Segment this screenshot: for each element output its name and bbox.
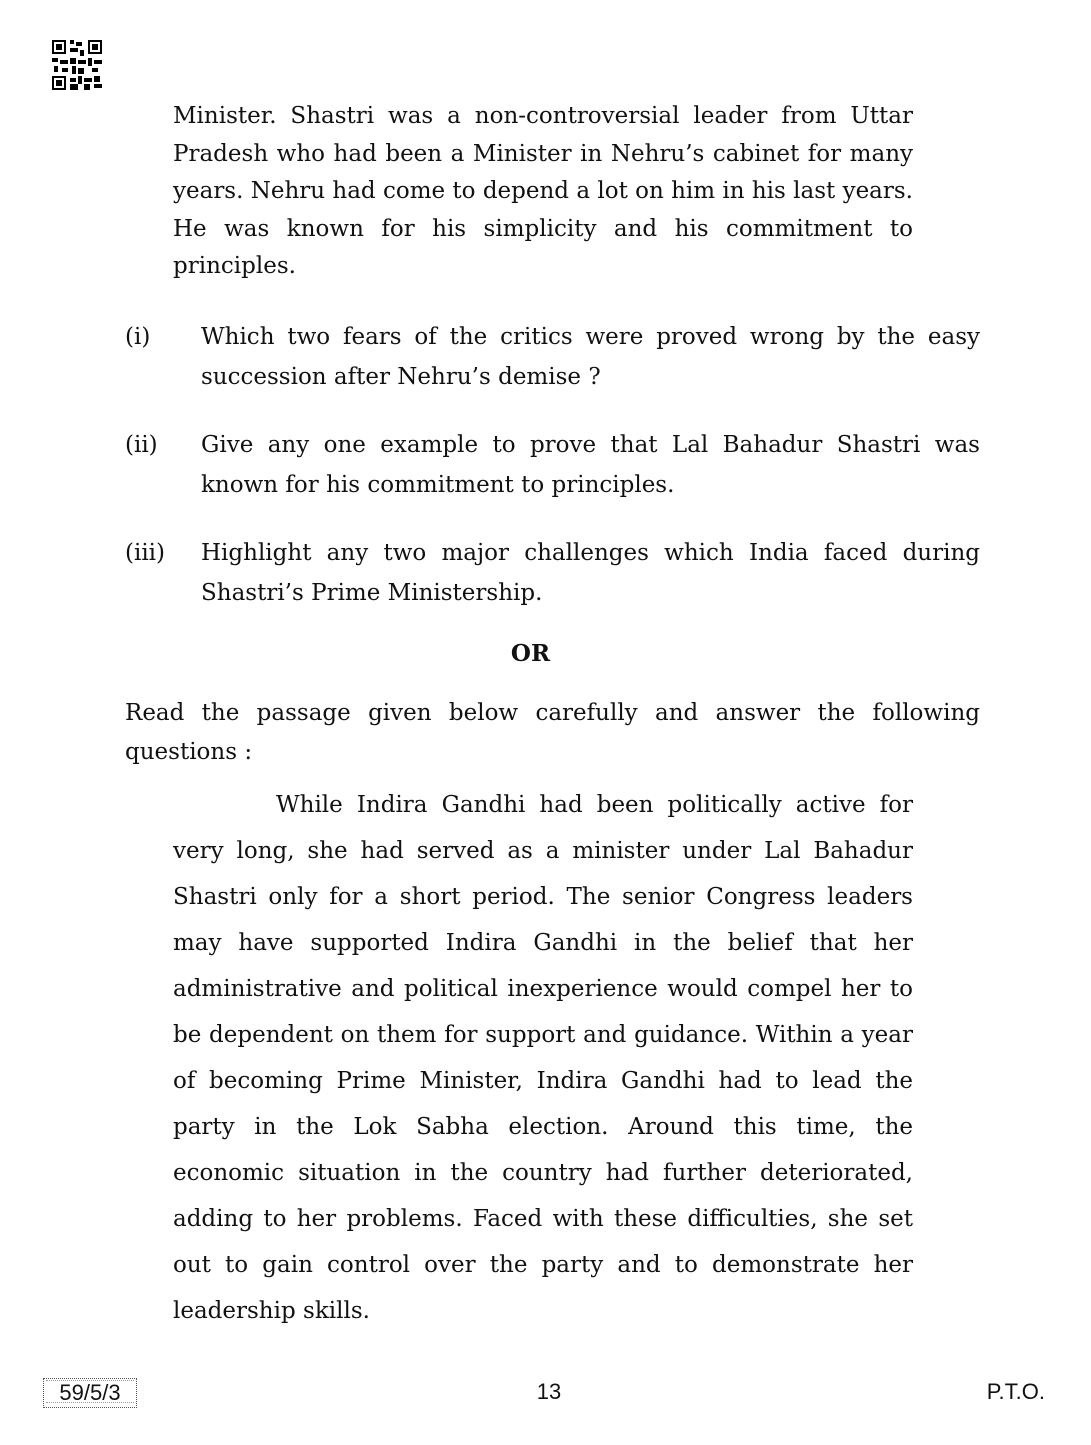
question-item — [125, 317, 980, 397]
passage-continuation — [173, 98, 913, 286]
question-text: Which two fears of the critics were proved wrong by the easy succession after Nehru’s demise ? — [201, 324, 980, 390]
question-item — [125, 425, 980, 505]
page-number: 13 — [536, 1379, 562, 1404]
passage-continuation-text: Minister. Shastri was a non-controversial leader from Uttar Pradesh who had been a Minister in Nehru’s cabinet for many years. Nehru had come to depend a lot on him in his last years. He was known for his simplicity and his commitment to principles. — [173, 103, 913, 279]
question-item — [125, 533, 980, 613]
question-number: (iii) — [125, 540, 166, 566]
question-number: (i) — [125, 324, 151, 350]
or-separator: OR — [510, 640, 551, 667]
passage — [173, 782, 913, 1334]
question-text: Give any one example to prove that Lal Bahadur Shastri was known for his commitment to principles. — [201, 432, 980, 498]
qr-code-icon — [52, 40, 102, 90]
question-number: (ii) — [125, 432, 158, 458]
pto-label: P.T.O. — [986, 1379, 1045, 1404]
paper-code: 59/5/3 — [59, 1380, 121, 1405]
instruction-text: Read the passage given below carefully and answer the following questions : — [125, 700, 980, 765]
question-text: Highlight any two major challenges which India faced during Shastri’s Prime Ministership. — [201, 540, 980, 606]
passage-text: While Indira Gandhi had been politically active for very long, she had served as a minister under Lal Bahadur Shastri only for a short period. The senior Congress leaders may have supported Indira Gandhi in the belief that her administrative and political inexperience would compel her to be dependent on them for support and guidance. Within a year of becoming Prime Minister, Indira Gandhi had to lead the party in the Lok Sabha election. Around this time, the economic situation in the country had further deteriorated, adding to her problems. Faced with these difficulties, she set out to gain control over the party and to demonstrate her leadership skills. — [173, 792, 913, 1324]
